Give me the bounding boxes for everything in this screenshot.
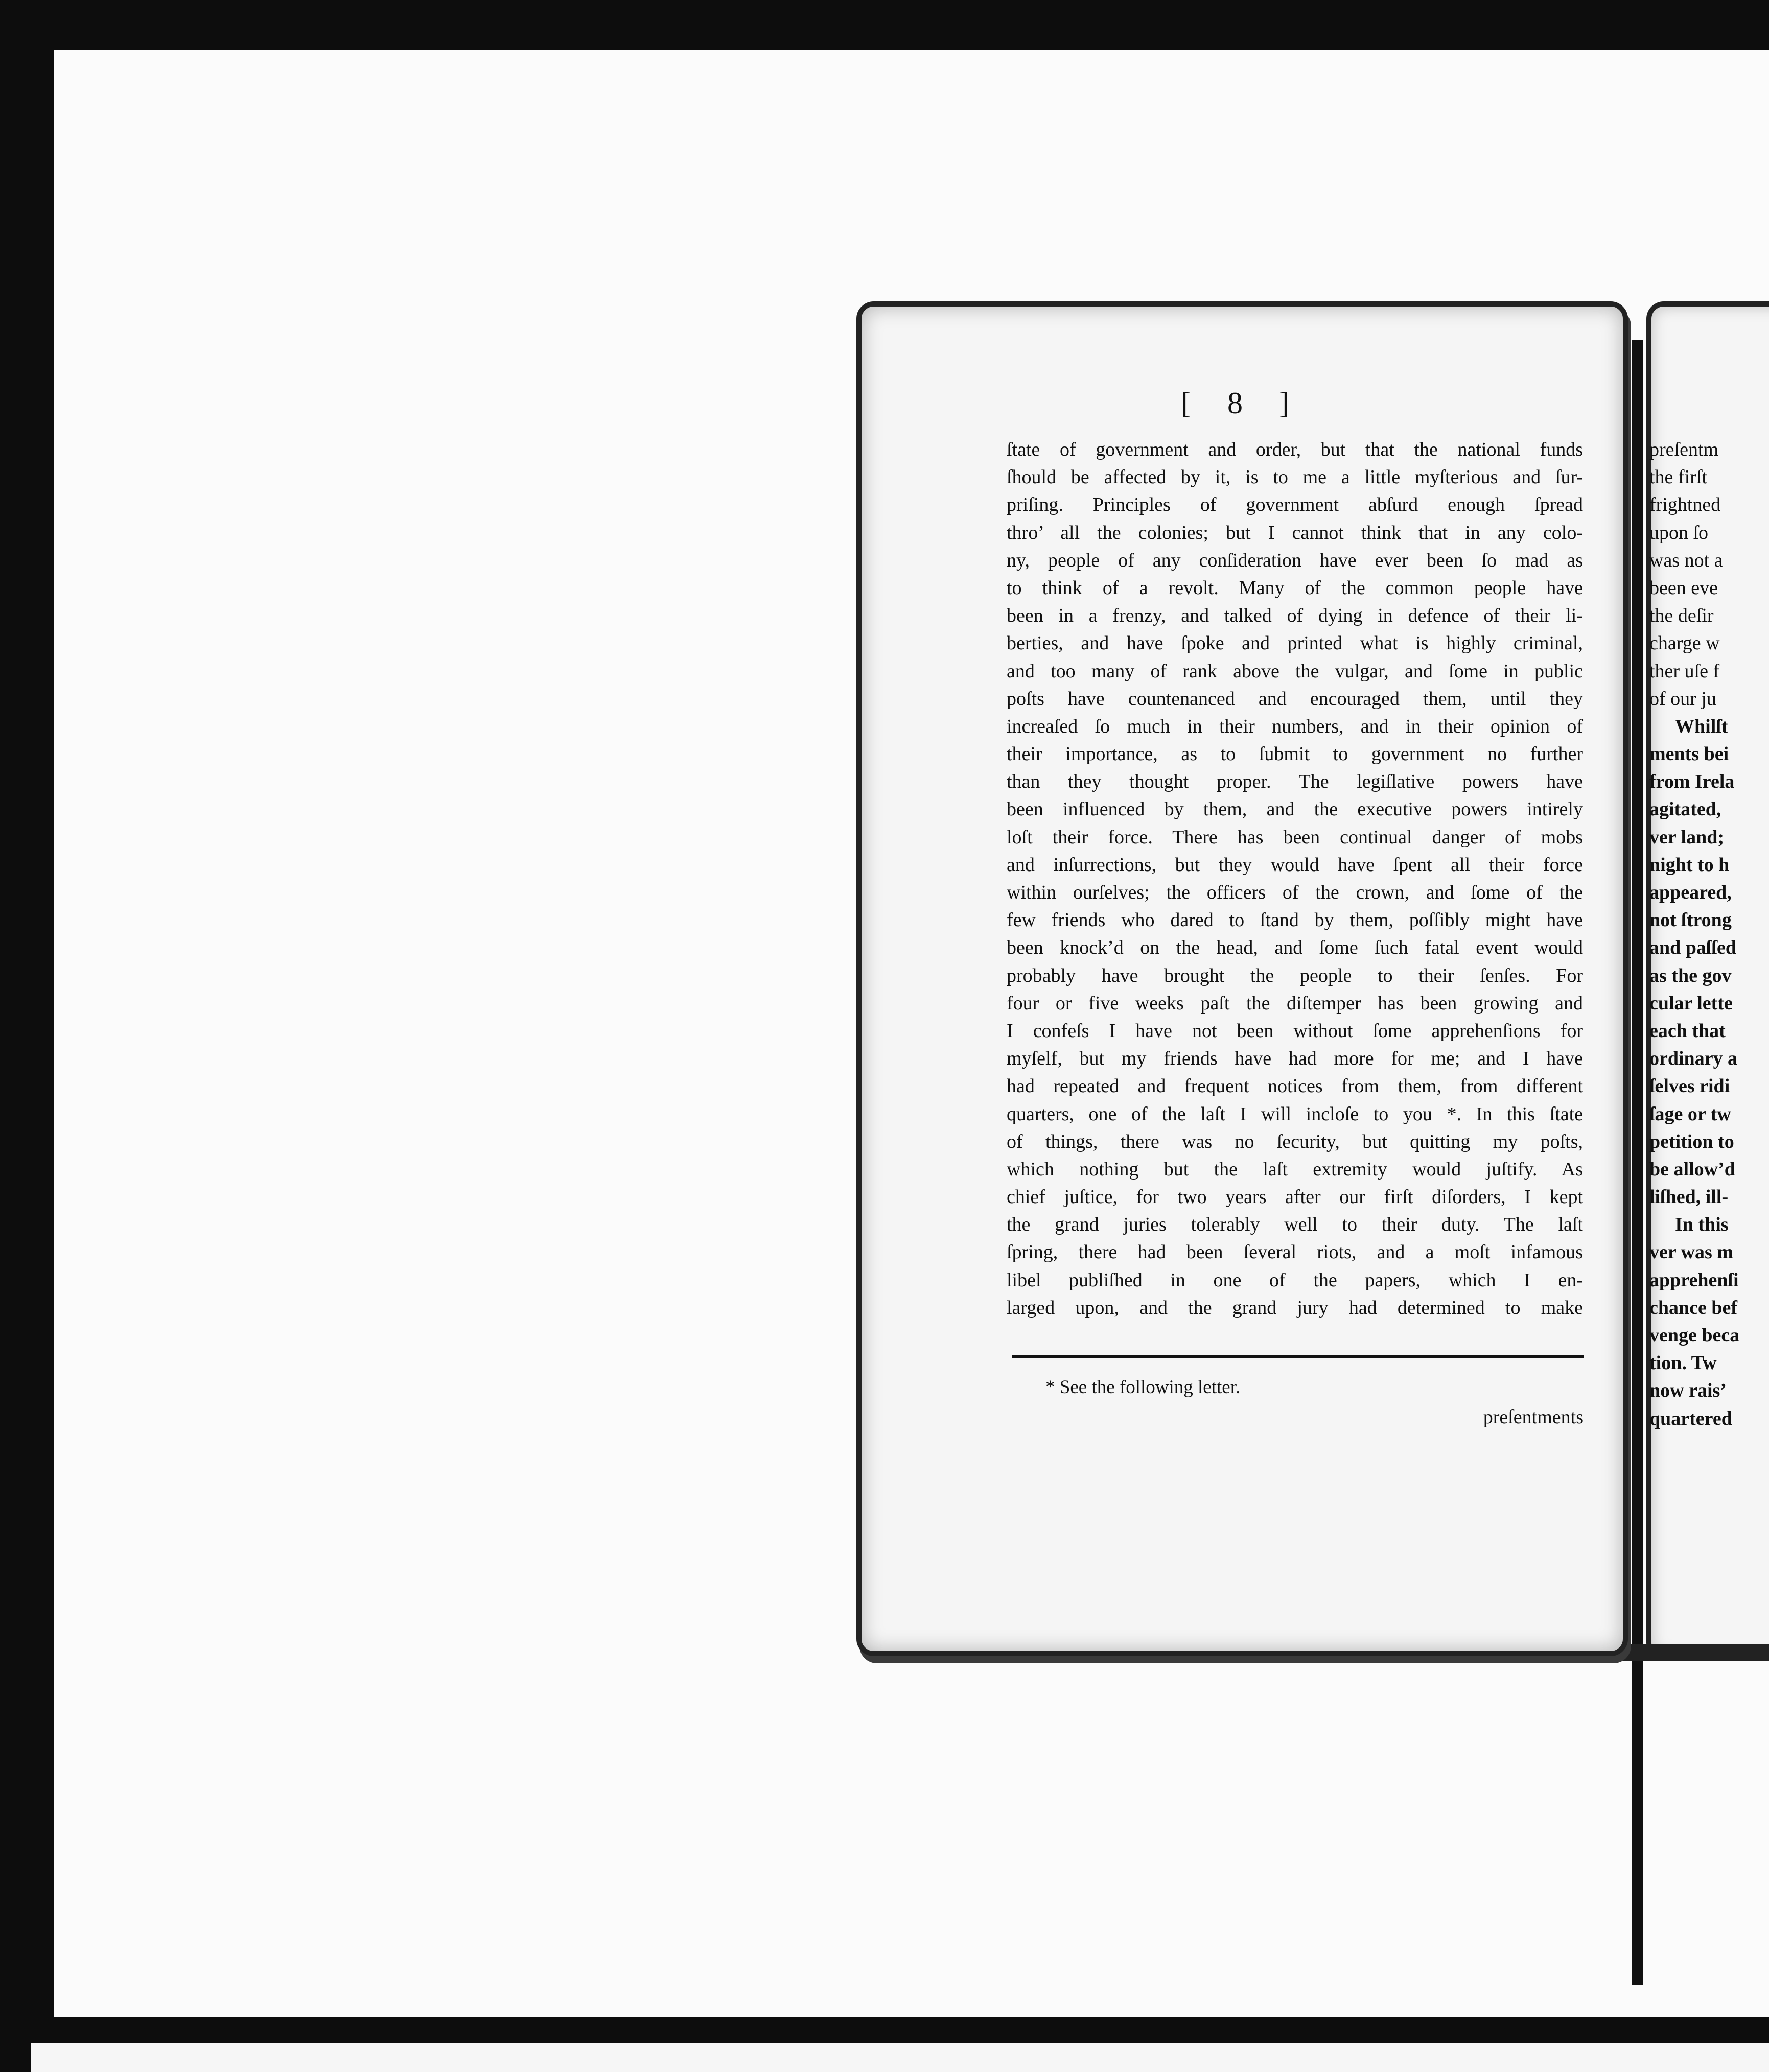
text-line: which nothing but the laſt extremity would juſtify. As <box>1007 1158 1583 1180</box>
text-line: priſing. Principles of government abſurd enough ſpread <box>1007 494 1583 516</box>
text-line: petition to <box>1649 1131 1734 1152</box>
text-line: as the gov <box>1649 964 1732 986</box>
text-line: than they thought proper. The legiſlative powers have <box>1007 771 1583 793</box>
text-line: ſpring, there had been ſeveral riots, and a moſt infamous <box>1007 1241 1583 1263</box>
text-line: cular lette <box>1649 992 1733 1014</box>
text-line: ſhould be affected by it, is to me a little myſterious and ſur- <box>1007 466 1583 488</box>
text-line: night to h <box>1649 854 1730 876</box>
text-line: ordinary a <box>1649 1048 1738 1070</box>
text-line: of things, there was no ſecurity, but quitting my poſts, <box>1007 1131 1583 1152</box>
text-line: poſts have countenanced and encouraged them, until they <box>1007 688 1583 710</box>
text-line: myſelf, but my friends have had more for me; and I have <box>1007 1048 1583 1070</box>
text-line: venge beca <box>1649 1325 1740 1346</box>
catchword: preſentments <box>1483 1406 1584 1428</box>
book-gutter <box>1632 340 1643 1985</box>
text-line: chief juſtice, for two years after our firſt diſorders, I kept <box>1007 1186 1583 1208</box>
text-line: the grand juries tolerably well to their duty. The laſt <box>1007 1214 1583 1236</box>
text-line: ments bei <box>1649 743 1729 765</box>
text-line: been knock’d on the head, and ſome ſuch fatal event would <box>1007 937 1583 959</box>
text-line: ſelves ridi <box>1649 1075 1730 1097</box>
text-line: to think of a revolt. Many of the common people have <box>1007 577 1583 599</box>
text-line: charge w <box>1649 632 1720 654</box>
text-line: ver was m <box>1649 1241 1733 1263</box>
text-line: larged upon, and the grand jury had determined to make <box>1007 1297 1583 1318</box>
scan-bottom-edge <box>31 2043 1769 2072</box>
text-line: Whilſt <box>1675 715 1728 737</box>
text-line: each that <box>1649 1020 1726 1042</box>
text-line: and inſurrections, but they would have ſpent all their force <box>1007 854 1583 876</box>
text-line: quartered <box>1649 1407 1732 1429</box>
text-line: thro’ all the colonies; but I cannot think that in any colo- <box>1007 522 1583 544</box>
text-line: ſage or tw <box>1649 1103 1731 1125</box>
text-line: been influenced by them, and the executive powers intirely <box>1007 798 1583 820</box>
text-line: been in a frenzy, and talked of dying in defence of their li- <box>1007 605 1583 627</box>
text-line: few friends who dared to ſtand by them, poſſibly might have <box>1007 909 1583 931</box>
text-line: increaſed ſo much in their numbers, and in their opinion of <box>1007 715 1583 737</box>
text-line: I confeſs I have not been without ſome apprehenſions for <box>1007 1020 1583 1042</box>
text-line: ther uſe f <box>1649 660 1720 682</box>
text-line: berties, and have ſpoke and printed what is highly criminal, <box>1007 632 1583 654</box>
text-line: libel publiſhed in one of the papers, which I en- <box>1007 1269 1583 1291</box>
left-page-text <box>1007 436 1583 1322</box>
text-line: four or five weeks paſt the diſtemper has been growing and <box>1007 992 1583 1014</box>
text-line: probably have brought the people to their ſenſes. For <box>1007 964 1583 986</box>
running-head: [ 8 ] <box>1181 386 1304 420</box>
text-line: quarters, one of the laſt I will incloſe to you *. In this ſtate <box>1007 1103 1583 1125</box>
text-line: not ſtrong <box>1649 909 1732 931</box>
text-line: had repeated and frequent notices from them, from different <box>1007 1075 1583 1097</box>
text-line: frightned <box>1649 494 1721 516</box>
text-line: preſentm <box>1649 439 1719 460</box>
text-line: been eve <box>1649 577 1718 599</box>
text-line: and too many of rank above the vulgar, and ſome in public <box>1007 660 1583 682</box>
text-line: chance bef <box>1649 1297 1738 1318</box>
text-line: upon ſo <box>1649 522 1709 544</box>
footnote-rule <box>1012 1355 1584 1358</box>
text-line: apprehenſi <box>1649 1269 1739 1291</box>
text-line: the firſt <box>1649 466 1707 488</box>
right-page-text <box>1649 436 1769 1432</box>
text-line: the deſir <box>1649 605 1714 627</box>
text-line: from Irela <box>1649 771 1735 793</box>
text-line: now rais’ <box>1649 1380 1727 1402</box>
text-line: of our ju <box>1649 688 1716 710</box>
text-line: liſhed, ill- <box>1649 1186 1729 1208</box>
text-line: loſt their force. There has been continual danger of mobs <box>1007 826 1583 848</box>
text-line: and paſſed <box>1649 937 1737 959</box>
text-line: tion. Tw <box>1649 1352 1717 1374</box>
footnote: * See the following letter. <box>1045 1377 1241 1398</box>
text-line: appeared, <box>1649 882 1732 903</box>
text-line: their importance, as to ſubmit to government no further <box>1007 743 1583 765</box>
text-line: was not a <box>1649 549 1723 571</box>
text-line: ver land; <box>1649 826 1725 848</box>
text-line: within ourſelves; the officers of the crown, and ſome of the <box>1007 882 1583 903</box>
text-line: ny, people of any conſideration have ever been ſo mad as <box>1007 549 1583 571</box>
text-line: agitated, <box>1649 798 1721 820</box>
text-line: be allow’d <box>1649 1158 1735 1180</box>
text-line: In this <box>1675 1214 1729 1236</box>
text-line: ſtate of government and order, but that the national funds <box>1007 439 1583 460</box>
